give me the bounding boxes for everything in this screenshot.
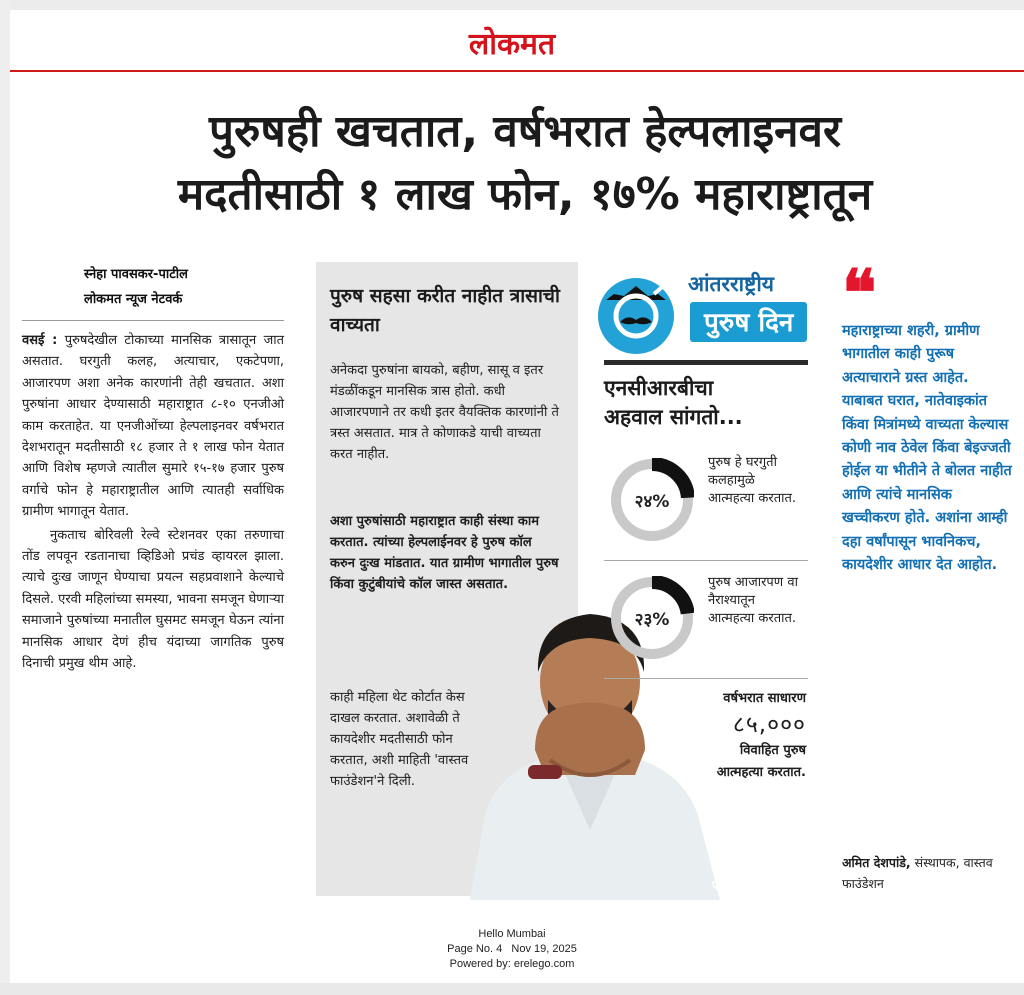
byline-network: लोकमत न्यूज नेटवर्क xyxy=(84,292,183,307)
byline-rule xyxy=(22,320,284,321)
annual-pre: वर्षभरात साधारण xyxy=(723,691,806,706)
page-edge-bottom xyxy=(0,983,1024,995)
page-edge-top xyxy=(0,0,1024,10)
quote-author: अमित देशपांडे, xyxy=(842,855,911,870)
stat-divider xyxy=(604,560,808,561)
byline xyxy=(84,262,188,312)
stat-1-text: पुरुष हे घरगुती कलहामुळे आत्महत्या करतात. xyxy=(708,455,797,506)
article-paragraph-2: नुकताच बोरिवली रेल्वे स्टेशनवर एका तरुणाचा तोंड लपवून रडतानाचा व्हिडिओ प्रचंड व्हायरल झाला. त्याचे दुःख जाणून घेण्याचा प्रयत्न सहप्रवाशाने केल्याचे दिसले. एरवी महिलांच्या समस्या, भावना समजून घेणाऱ्या समाजाने पुरुषांच्या मनातील घुसमट समजून घेऊन त्यांना मानसिक आधार देणं हीच यंदाच्या जागतिक पुरुष दिनाची प्रमुख थीम आहे. xyxy=(22,527,284,672)
mens-day-logo-line-2: पुरुष दिन xyxy=(690,302,807,342)
ncrb-rule xyxy=(604,360,808,365)
mens-day-logo-line-1: आंतरराष्ट्रीय xyxy=(688,272,774,296)
footer-powered: Powered by: erelego.com xyxy=(449,958,575,970)
annual-post: विवाहित पुरुष आत्महत्या करतात. xyxy=(716,743,806,780)
mens-day-logo-icon xyxy=(598,278,674,354)
stat-2-percent: २३% xyxy=(634,610,670,630)
headline-line-1: पुरुषही खचतात, वर्षभरात हेल्पलाइनवर xyxy=(209,106,841,157)
sidebar-paragraph-3: काही महिला थेट कोर्टात केस दाखल करतात. अशावेळी ते कायदेशीर मदतीसाठी फोन करतात, अशी माहिती 'वास्तव फाउंडेशन'ने दिली. xyxy=(330,690,469,789)
dateline: वसई : xyxy=(22,333,58,348)
quote-mark-icon: ❝ xyxy=(842,256,877,331)
image-caption: एआय ईमेज xyxy=(712,878,765,892)
ai-illustration-man-icon xyxy=(440,600,740,900)
quote-attribution xyxy=(842,852,1022,894)
ncrb-heading-line-2: अहवाल सांगतो... xyxy=(604,405,743,429)
byline-author: स्नेहा पावसकर-पाटील xyxy=(84,267,188,282)
ncrb-heading-line-1: एनसीआरबीचा xyxy=(604,376,714,400)
masthead-logo: लोकमत xyxy=(468,27,556,62)
headline-line-2: मदतीसाठी १ लाख फोन, १७% महाराष्ट्रातून xyxy=(177,169,873,220)
footer-page: Page No. 4 xyxy=(447,943,503,955)
sidebar-paragraph-1: अनेकदा पुरुषांना बायको, बहीण, सासू व इतर मंडळींकडून मानसिक त्रास होतो. कधी आजारपणाने तर कधी इतर वैयक्तिक कारणांनी ते त्रस्त असतात. मात्र ते कोणाकडे याची वाच्यता करत नाहीत. xyxy=(330,363,559,462)
stat-divider-2 xyxy=(604,678,808,679)
sidebar-heading: पुरुष सहसा करीत नाहीत त्रासाची वाच्यता xyxy=(330,285,560,336)
footer-edition: Hello Mumbai xyxy=(478,928,546,940)
article-paragraph-1 xyxy=(22,330,284,523)
ncrb-heading xyxy=(604,374,743,432)
masthead-rule xyxy=(10,70,1024,72)
footer-page-date xyxy=(0,942,1024,957)
annual-number: ८५,००० xyxy=(732,712,806,738)
quote-role: संस्थापक, वास्तव फाउंडेशन xyxy=(842,855,993,891)
article-paragraph-1-text: पुरुषदेखील टोकाच्या मानसिक त्रासातून जात असतात. घरगुती कलह, अत्याचार, एकटेपणा, आजारपण अशा अनेक कारणांनी तेही खचतात. अशा पुरुषांना आधार देण्यासाठी महाराष्ट्रात ८-१० एनजीओ काम करताहेत. या एनजीओंच्या हेल्पलाइनवर वर्षभरात देशभरातून मदतीसाठी १८ हजार ते १ लाख फोन येतात आणि विशेष म्हणजे त्यातील सुमारे १५-१७ हजार पुरुष वर्गाचे फोन हे महाराष्ट्रातील आणि त्यातही सर्वाधिक ग्रामीण भागातून येतात. xyxy=(22,333,284,520)
page-edge-left xyxy=(0,0,10,995)
article-body xyxy=(22,330,284,675)
sidebar-paragraph-2: अशा पुरुषांसाठी महाराष्ट्रात काही संस्था काम करतात. त्यांच्या हेल्पलाईनवर हे पुरुष कॉल करुन दुःख मांडतात. यात ग्रामीण भागातील पुरुष किंवा कुटुंबीयांचे कॉल जास्त असतात. xyxy=(330,514,559,592)
headline xyxy=(40,100,1010,226)
stat-2-text: पुरुष आजारपण वा नैराश्यातून आत्महत्या करतात. xyxy=(708,575,798,626)
quote-text: महाराष्ट्राच्या शहरी, ग्रामीण भागातील काही पुरूष अत्याचाराने ग्रस्त आहेत. याबाबत घरात, नातेवाइकांत किंवा मित्रांमध्ये वाच्यता केल्यास कोणी नाव ठेवेल किंवा बेइज्जती होईल या भीतीने ते बोलत नाहीत आणि त्यांचे मानसिक खच्चीकरण होते. अशांना आम्ही दहा वर्षांपासून भावनिकच, कायदेशीर आधार देत आहोत. xyxy=(842,323,1012,574)
stat-1-percent: २४% xyxy=(634,492,670,512)
footer-date: Nov 19, 2025 xyxy=(511,943,577,955)
mustache-hat-icon xyxy=(598,278,674,354)
annual-stat xyxy=(706,688,806,784)
page-footer xyxy=(0,927,1024,972)
